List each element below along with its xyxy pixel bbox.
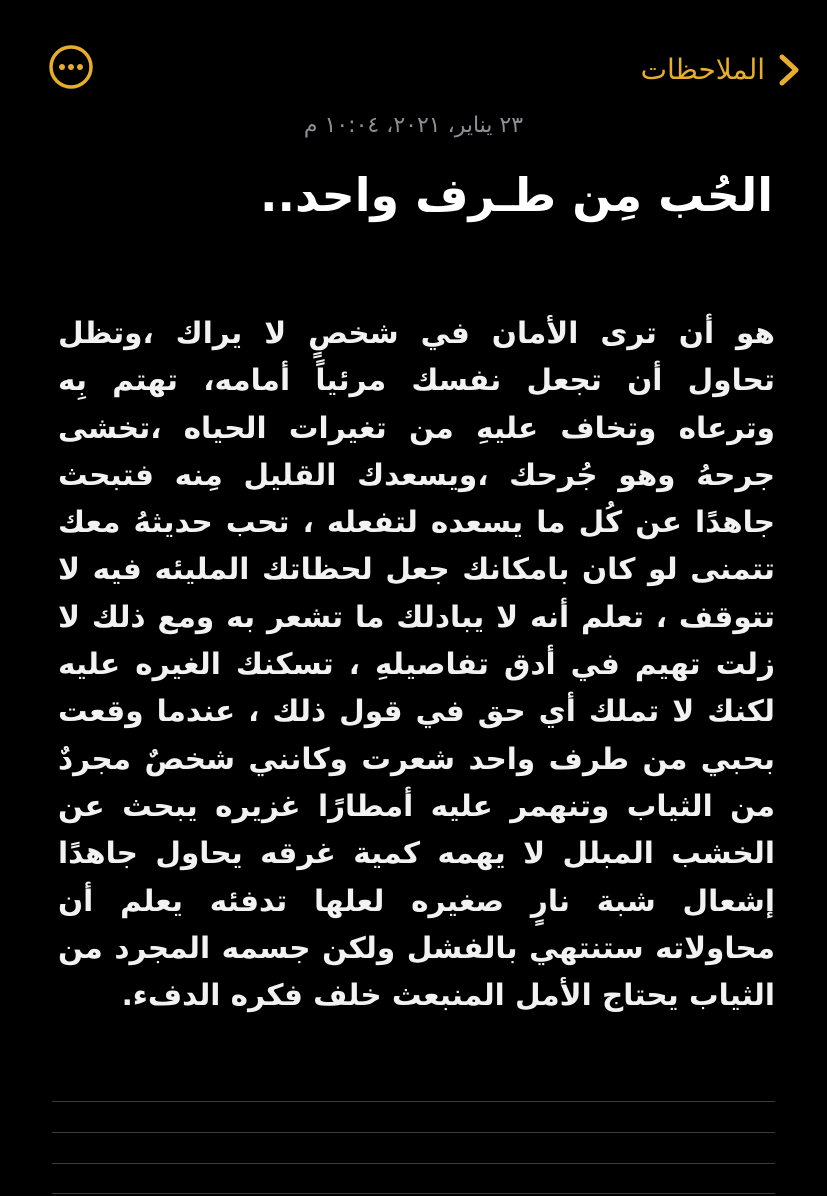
note-line-divider (52, 1193, 775, 1194)
navigation-bar (0, 38, 827, 102)
note-title[interactable]: الحُب مِن طـرف واحد.. (260, 168, 773, 222)
more-options-button[interactable] (48, 44, 94, 90)
note-date: ٢٣ يناير، ٢٠٢١، ١٠:٠٤ م (303, 113, 524, 138)
note-line-divider (52, 1163, 775, 1164)
back-button-label: الملاحظات (640, 53, 765, 86)
note-body[interactable]: هو أن ترى الأمان في شخصٍ لا يراك ،وتظل تحاول أن تجعل نفسك مرئياً أمامه، تهتم بِه وترعاه وتخاف عليهِ من تغيرات الحياه ،تخشى جرحهُ وهو جُرحك ،ويسعدك القليل مِنه فتبحث جاهدًا عن كُل ما يسعده لتفعله ، تحب حديثهُ معك تتمنى لو كان بامكانك جعل لحظاتك المليئه فيه لا تتوقف ، تعلم أنه لا يبادلك ما تشعر به ومع ذلك لا زلت تهيم في أدق تفاصيلهِ ، تسكنك الغيره عليه لكنك لا تملك أي حق في قول ذلك ، عندما وقعت بحبي من طرف واحد شعرت وكانني شخصٌ مجردٌ من الثياب وتنهمر عليه أمطارًا غزيره يبحث عن الخشب المبلل لا يهمه كمية غرقه يحاول جاهدًا إشعال شبة نارٍ صغيره لعلها تدفئه يعلم أن محاولاته ستنتهي بالفشل ولكن جسمه المجرد من الثياب يحتاج الأمل المنبعث خلف فكره الدفء. (58, 316, 775, 1013)
note-line-divider (52, 1101, 775, 1102)
back-button[interactable] (641, 50, 801, 90)
chevron-right-icon (777, 50, 801, 90)
ellipsis-circle-icon (48, 44, 94, 90)
note-line-divider (52, 1132, 775, 1133)
